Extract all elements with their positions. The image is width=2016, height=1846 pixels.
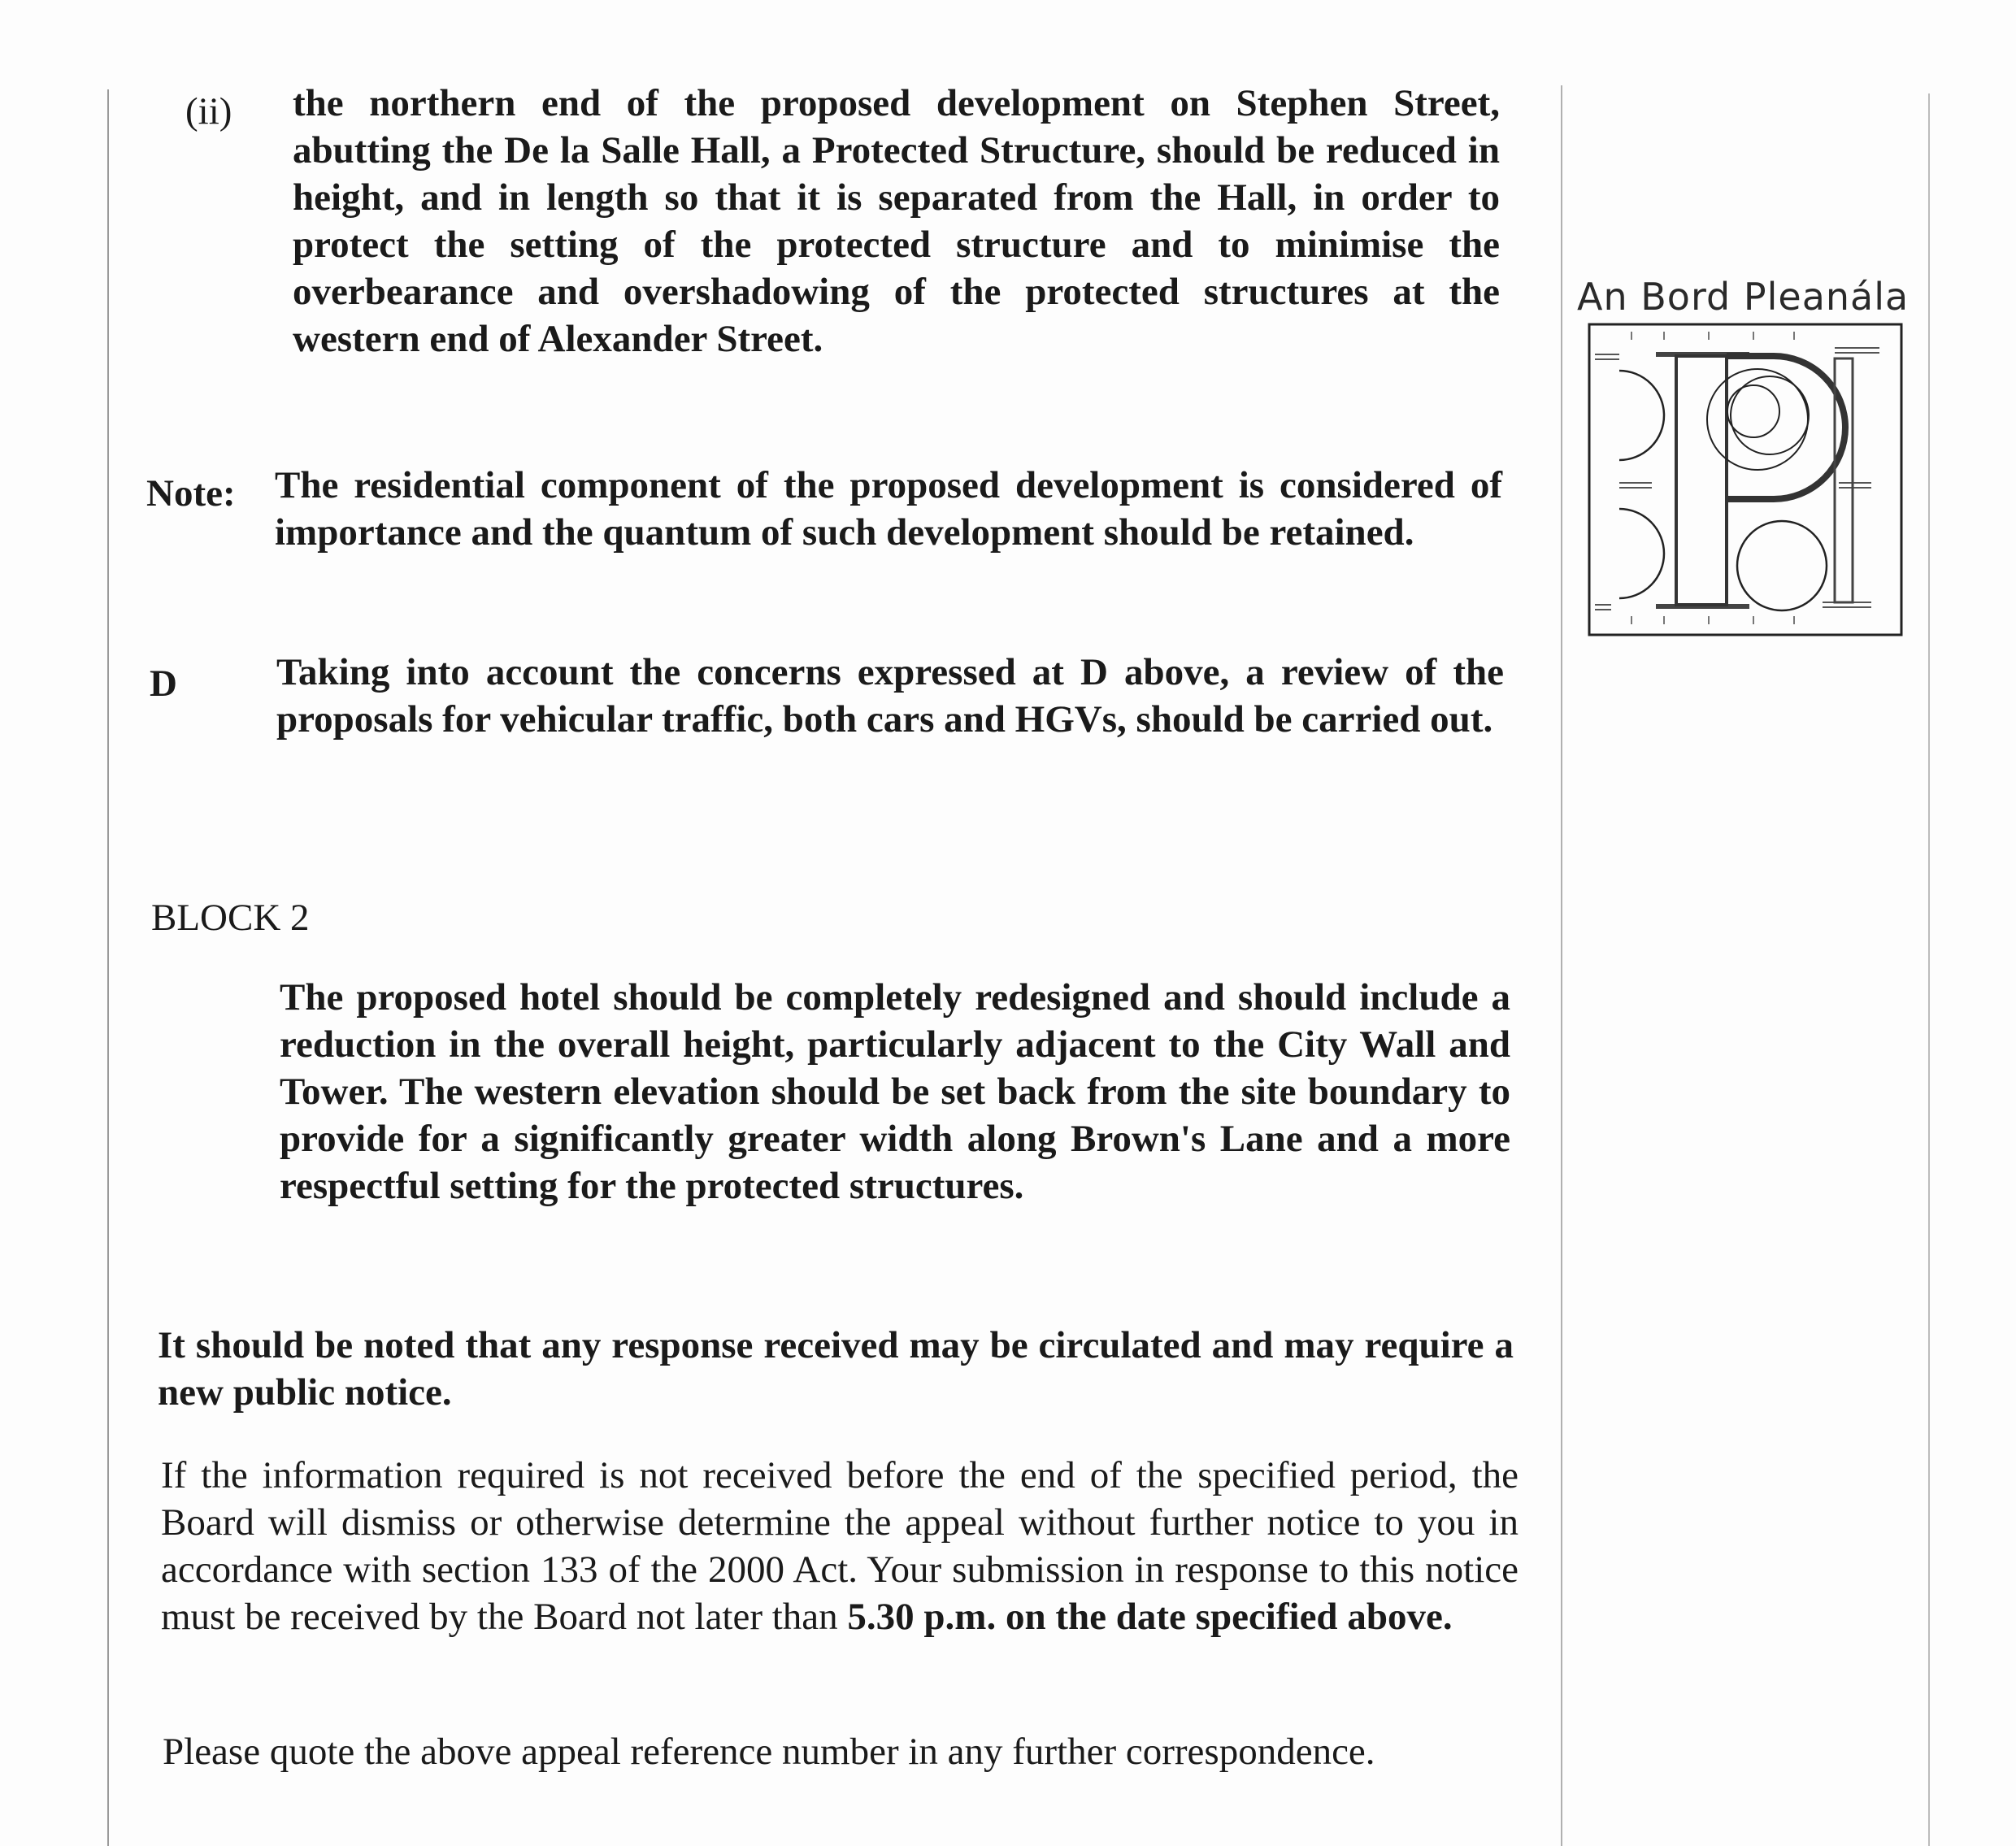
note-label: Note: [146,472,236,515]
block2-text: The proposed hotel should be completely redesigned and should include a reduction in the overall height, particularly adjacent to the City Wall and Tower. The western elevation should be set back from the site boundary to provide for a significantly greater width along Brown's Lane and a more respectful setting for the protected structures. [280,976,1510,1207]
left-margin-rule [107,89,109,1846]
right-column-rule [1928,93,1930,1846]
section-d-text: Taking into account the concerns expressed at D above, a review of the proposals for vehicular traffic, both cars and HGVs, should be carried out. [276,651,1504,741]
note-text: The residential component of the proposed development is considered of importance and the quantum of such development should be retained. [275,464,1502,554]
item-ii-marker: (ii) [185,90,232,132]
public-notice-paragraph: It should be noted that any response received may be circulated and may require a new public notice. [158,1324,1514,1414]
quote-reference-paragraph: Please quote the above appeal reference number in any further correspondence. [163,1731,1375,1773]
deadline-paragraph [161,1452,1519,1640]
bord-pleanala-logo-icon [1587,322,1904,637]
item-ii-text: the northern end of the proposed development on Stephen Street, abutting the De la Salle Hall, a Protected Structure, should be reduced in height, and in length so that it is separated from the Hall, in order to protect the setting of the protected structure and to minimise the overbearance and overshadowing of the protected structures at the western end of Alexander Street. [293,82,1500,360]
block2-heading: BLOCK 2 [151,897,310,939]
center-column-rule [1561,85,1562,1846]
deadline-paragraph-body: If the information required is not received before the end of the specified period, the Board will dismiss or otherwise determine the appeal without further notice to you in accordance with section 133 of the 2000 Act. Your submission in response to this notice must be received by the Board not later than [161,1454,1519,1638]
section-d-marker: D [150,662,177,705]
deadline-time: 5.30 p.m. on the date specified above. [847,1596,1453,1638]
logo-caption: An Bord Pleanála [1577,275,1910,319]
